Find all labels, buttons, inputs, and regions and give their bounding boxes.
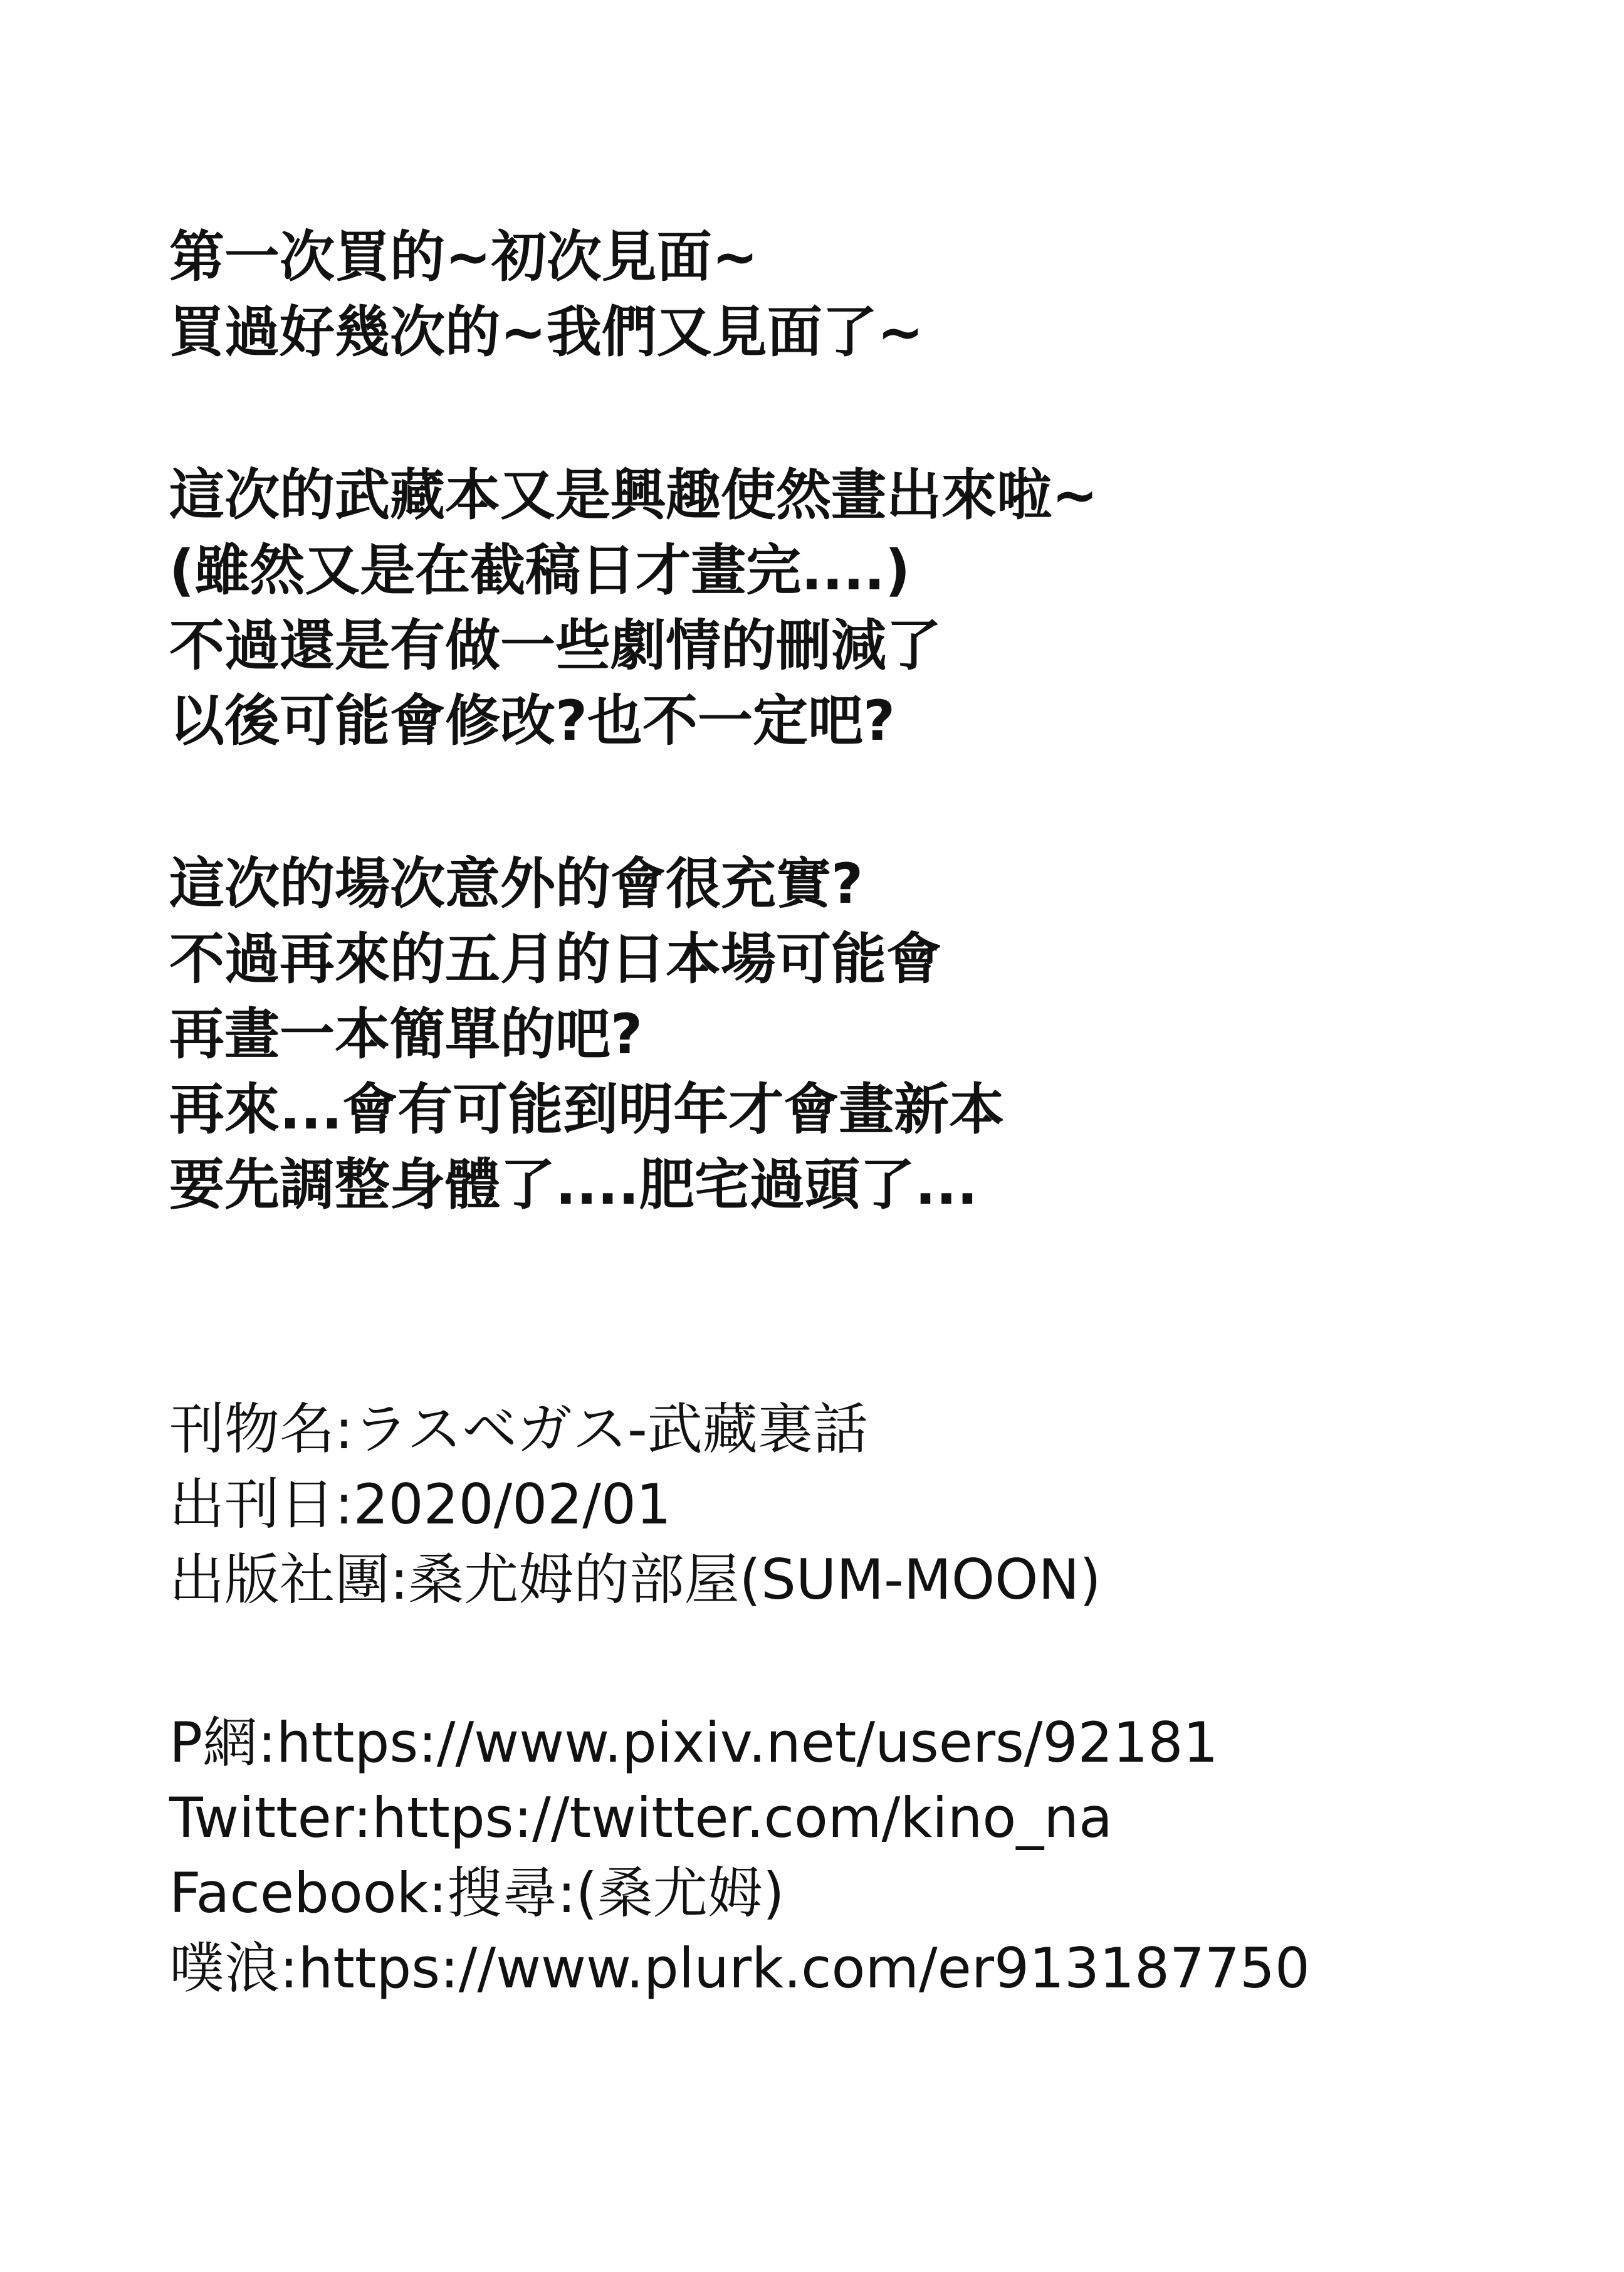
twitter-link: Twitter:https://twitter.com/kino_na: [169, 1786, 1113, 1850]
pixiv-link: P網:https://www.pixiv.net/users/92181: [169, 1710, 1218, 1775]
note-line: 這次的場次意外的會很充實?: [169, 851, 864, 916]
note-line: 不過再來的五月的日本場可能會: [169, 927, 942, 991]
note-line: 再來...會有可能到明年才會畫新本: [169, 1077, 1005, 1142]
note-line: 不過還是有做一些劇情的刪減了: [169, 613, 942, 678]
note-line: 這次的武藏本又是興趣使然畫出來啦~: [169, 463, 1098, 527]
note-line: 要先調整身體了....肥宅過頭了...: [169, 1152, 978, 1217]
facebook-link: Facebook:搜尋:(桑尤姆): [169, 1861, 785, 1925]
publication-circle: 出版社團:桑尤姆的部屋(SUM-MOON): [169, 1547, 1101, 1612]
publication-date: 出刊日:2020/02/01: [169, 1472, 671, 1537]
note-line: 再畫一本簡單的吧?: [169, 1002, 643, 1066]
note-line: 以後可能會修改?也不一定吧?: [169, 688, 896, 753]
plurk-link: 噗浪:https://www.plurk.com/er913187750: [169, 1936, 1310, 2001]
greeting-line-first-time: 第一次買的~初次見面~: [169, 224, 758, 289]
greeting-line-returning: 買過好幾次的~我們又見面了~: [169, 300, 924, 364]
afterword-page: [169, 0, 1579, 2272]
note-line: (雖然又是在截稿日才畫完....): [169, 538, 911, 602]
publication-title: 刊物名:ラスベガス-武藏裏話: [169, 1397, 868, 1461]
